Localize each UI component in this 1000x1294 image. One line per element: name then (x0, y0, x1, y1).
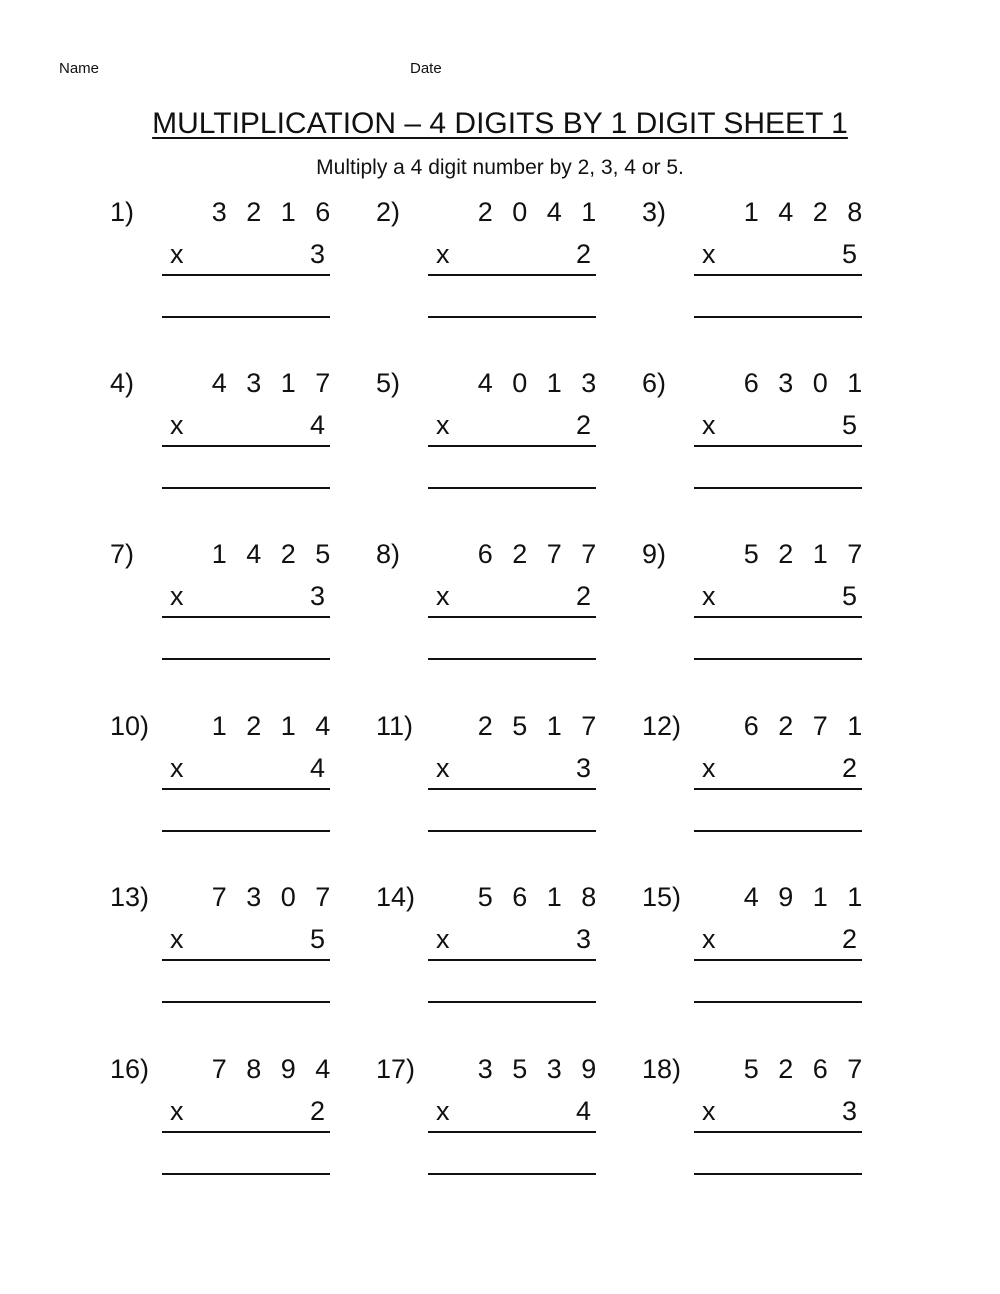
digit: 7 (211, 1054, 227, 1084)
answer-line[interactable] (428, 487, 596, 489)
multiplicand (734, 367, 872, 399)
digit: 7 (812, 711, 828, 741)
multiplicand (468, 710, 606, 742)
times-symbol: x (170, 410, 184, 440)
answer-line[interactable] (428, 830, 596, 832)
answer-line[interactable] (162, 316, 330, 318)
answer-line[interactable] (694, 658, 862, 660)
problem-rule (694, 788, 862, 790)
digit: 9 (581, 1054, 597, 1084)
multiplier: 2 (841, 753, 858, 783)
problem-4 (110, 367, 370, 507)
multiplier: 4 (575, 1096, 592, 1126)
digit: 1 (280, 711, 296, 741)
multiplicand (202, 1053, 340, 1085)
answer-line[interactable] (694, 487, 862, 489)
multiplier: 5 (309, 924, 326, 954)
problem-rule (162, 274, 330, 276)
date-label: Date (410, 60, 442, 77)
answer-line[interactable] (428, 1173, 596, 1175)
problem-18 (642, 1053, 902, 1193)
digit: 8 (581, 882, 597, 912)
problem-number: 13) (110, 882, 150, 912)
multiplier: 3 (309, 239, 326, 269)
problem-number: 7) (110, 539, 135, 569)
digit: 2 (512, 539, 528, 569)
digit: 1 (581, 197, 597, 227)
times-symbol: x (170, 1096, 184, 1126)
answer-line[interactable] (162, 658, 330, 660)
problem-16 (110, 1053, 370, 1193)
problem-rule (694, 616, 862, 618)
problem-number: 1) (110, 197, 135, 227)
multiplicand (202, 710, 340, 742)
problem-9 (642, 538, 902, 678)
times-symbol: x (170, 924, 184, 954)
digit: 6 (315, 197, 331, 227)
problem-rule (162, 788, 330, 790)
digit: 8 (847, 197, 863, 227)
digit: 6 (512, 882, 528, 912)
times-symbol: x (436, 924, 450, 954)
digit: 2 (812, 197, 828, 227)
problem-number: 11) (376, 711, 414, 741)
problem-rule (162, 445, 330, 447)
times-symbol: x (436, 753, 450, 783)
digit: 9 (778, 882, 794, 912)
digit: 1 (211, 711, 227, 741)
problem-number: 16) (110, 1054, 150, 1084)
problem-13 (110, 881, 370, 1021)
digit: 7 (546, 539, 562, 569)
digit: 2 (778, 711, 794, 741)
problem-number: 9) (642, 539, 667, 569)
digit: 1 (812, 882, 828, 912)
multiplier: 3 (575, 753, 592, 783)
digit: 1 (546, 711, 562, 741)
problem-rule (694, 959, 862, 961)
problem-number: 17) (376, 1054, 416, 1084)
digit: 5 (315, 539, 331, 569)
digit: 2 (477, 197, 493, 227)
problem-number: 2) (376, 197, 401, 227)
multiplicand (202, 367, 340, 399)
digit: 3 (246, 882, 262, 912)
digit: 6 (743, 368, 759, 398)
page-title-text: MULTIPLICATION – 4 DIGITS BY 1 DIGIT SHEET 1 (152, 107, 848, 140)
multiplier: 2 (841, 924, 858, 954)
problem-rule (162, 1131, 330, 1133)
problem-rule (694, 274, 862, 276)
multiplicand (734, 710, 872, 742)
multiplicand (734, 196, 872, 228)
problem-3 (642, 196, 902, 336)
multiplier: 2 (575, 410, 592, 440)
digit: 6 (743, 711, 759, 741)
problem-number: 15) (642, 882, 682, 912)
multiplicand (734, 881, 872, 913)
problem-number: 14) (376, 882, 416, 912)
multiplier: 4 (309, 410, 326, 440)
times-symbol: x (702, 239, 716, 269)
digit: 3 (581, 368, 597, 398)
times-symbol: x (702, 581, 716, 611)
digit: 7 (581, 711, 597, 741)
multiplicand (202, 538, 340, 570)
digit: 1 (211, 539, 227, 569)
digit: 1 (546, 368, 562, 398)
problem-rule (428, 274, 596, 276)
digit: 2 (778, 1054, 794, 1084)
digit: 2 (280, 539, 296, 569)
digit: 4 (246, 539, 262, 569)
multiplier: 5 (841, 581, 858, 611)
digit: 4 (211, 368, 227, 398)
answer-line[interactable] (162, 487, 330, 489)
multiplier: 3 (309, 581, 326, 611)
problem-number: 18) (642, 1054, 682, 1084)
answer-line[interactable] (428, 316, 596, 318)
problem-2 (376, 196, 636, 336)
multiplicand (468, 881, 606, 913)
digit: 0 (512, 197, 528, 227)
digit: 1 (812, 539, 828, 569)
multiplicand (734, 538, 872, 570)
digit: 7 (847, 539, 863, 569)
problem-14 (376, 881, 636, 1021)
digit: 3 (246, 368, 262, 398)
multiplicand (202, 881, 340, 913)
digit: 4 (778, 197, 794, 227)
problem-number: 3) (642, 197, 667, 227)
times-symbol: x (436, 581, 450, 611)
problem-rule (694, 445, 862, 447)
problem-11 (376, 710, 636, 850)
digit: 5 (743, 539, 759, 569)
problem-17 (376, 1053, 636, 1193)
problem-8 (376, 538, 636, 678)
answer-line[interactable] (694, 830, 862, 832)
multiplicand (468, 1053, 606, 1085)
digit: 3 (778, 368, 794, 398)
digit: 1 (847, 368, 863, 398)
times-symbol: x (170, 239, 184, 269)
digit: 3 (477, 1054, 493, 1084)
problem-rule (428, 788, 596, 790)
digit: 4 (546, 197, 562, 227)
digit: 5 (477, 882, 493, 912)
digit: 1 (546, 882, 562, 912)
multiplier: 2 (575, 239, 592, 269)
problem-rule (162, 959, 330, 961)
digit: 6 (812, 1054, 828, 1084)
digit: 1 (280, 197, 296, 227)
times-symbol: x (436, 239, 450, 269)
digit: 4 (477, 368, 493, 398)
multiplicand (468, 196, 606, 228)
problem-number: 8) (376, 539, 401, 569)
digit: 4 (315, 1054, 331, 1084)
times-symbol: x (702, 753, 716, 783)
digit: 9 (280, 1054, 296, 1084)
digit: 5 (743, 1054, 759, 1084)
answer-line[interactable] (694, 1001, 862, 1003)
problem-number: 12) (642, 711, 682, 741)
times-symbol: x (702, 410, 716, 440)
problem-15 (642, 881, 902, 1021)
digit: 7 (581, 539, 597, 569)
digit: 7 (211, 882, 227, 912)
digit: 0 (280, 882, 296, 912)
digit: 3 (546, 1054, 562, 1084)
multiplier: 2 (575, 581, 592, 611)
problem-rule (428, 1131, 596, 1133)
times-symbol: x (436, 1096, 450, 1126)
multiplier: 2 (309, 1096, 326, 1126)
answer-line[interactable] (162, 1173, 330, 1175)
problem-rule (428, 445, 596, 447)
problem-number: 4) (110, 368, 135, 398)
problem-12 (642, 710, 902, 850)
problem-7 (110, 538, 370, 678)
digit: 7 (315, 368, 331, 398)
digit: 4 (315, 711, 331, 741)
times-symbol: x (702, 1096, 716, 1126)
times-symbol: x (436, 410, 450, 440)
problem-rule (694, 1131, 862, 1133)
multiplier: 4 (309, 753, 326, 783)
digit: 0 (812, 368, 828, 398)
answer-line[interactable] (162, 830, 330, 832)
problem-1 (110, 196, 370, 336)
answer-line[interactable] (428, 1001, 596, 1003)
problem-number: 5) (376, 368, 401, 398)
digit: 6 (477, 539, 493, 569)
problem-5 (376, 367, 636, 507)
multiplier: 3 (575, 924, 592, 954)
answer-line[interactable] (162, 1001, 330, 1003)
times-symbol: x (170, 753, 184, 783)
multiplier: 5 (841, 239, 858, 269)
times-symbol: x (170, 581, 184, 611)
problem-number: 10) (110, 711, 150, 741)
problem-rule (428, 959, 596, 961)
multiplicand (468, 367, 606, 399)
instructions: Multiply a 4 digit number by 2, 3, 4 or 5. (316, 156, 684, 179)
digit: 5 (512, 1054, 528, 1084)
digit: 8 (246, 1054, 262, 1084)
multiplier: 5 (841, 410, 858, 440)
digit: 1 (743, 197, 759, 227)
digit: 2 (778, 539, 794, 569)
answer-line[interactable] (694, 1173, 862, 1175)
name-label: Name (59, 60, 100, 77)
problem-rule (162, 616, 330, 618)
problem-6 (642, 367, 902, 507)
digit: 7 (847, 1054, 863, 1084)
multiplicand (468, 538, 606, 570)
digit: 1 (280, 368, 296, 398)
multiplier: 3 (841, 1096, 858, 1126)
problem-rule (428, 616, 596, 618)
digit: 2 (246, 197, 262, 227)
digit: 7 (315, 882, 331, 912)
multiplicand (202, 196, 340, 228)
digit: 1 (847, 711, 863, 741)
answer-line[interactable] (428, 658, 596, 660)
digit: 0 (512, 368, 528, 398)
digit: 3 (211, 197, 227, 227)
digit: 2 (246, 711, 262, 741)
digit: 4 (743, 882, 759, 912)
digit: 1 (847, 882, 863, 912)
multiplicand (734, 1053, 872, 1085)
answer-line[interactable] (694, 316, 862, 318)
times-symbol: x (702, 924, 716, 954)
problem-number: 6) (642, 368, 667, 398)
problem-10 (110, 710, 370, 850)
digit: 5 (512, 711, 528, 741)
digit: 2 (477, 711, 493, 741)
page-title (0, 106, 1000, 142)
